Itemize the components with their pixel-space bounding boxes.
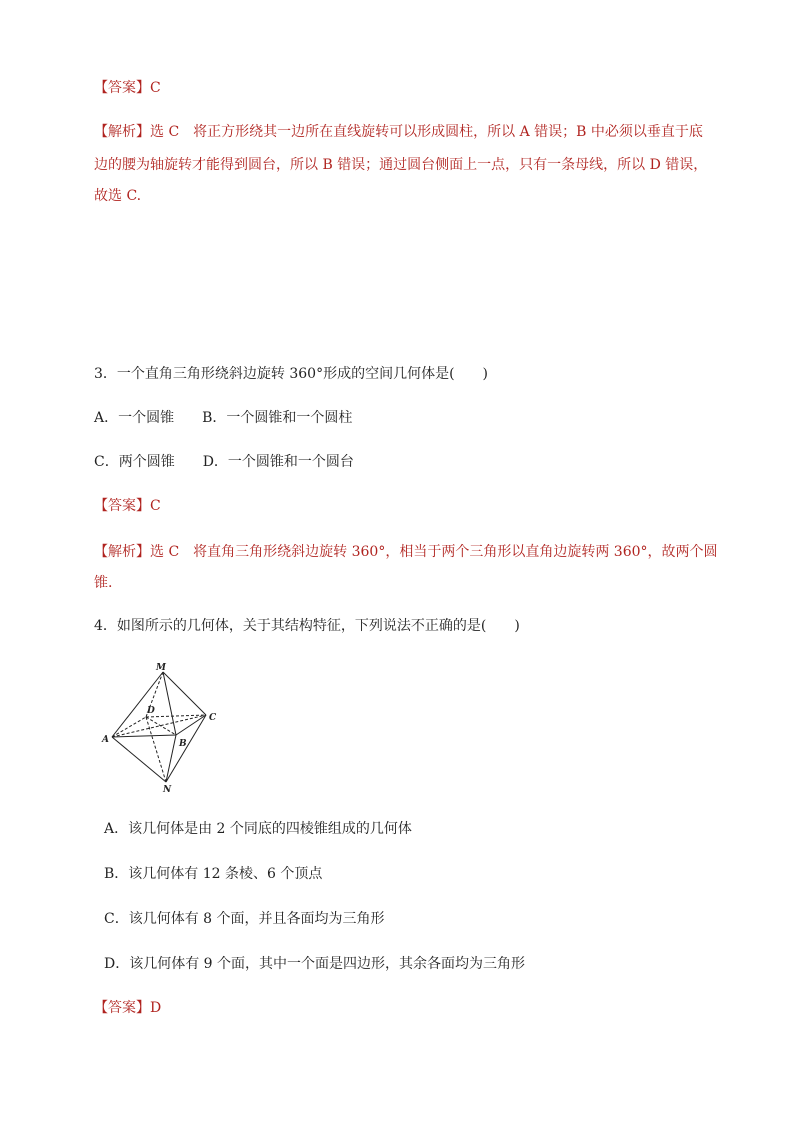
q3-stem: 3．一个直角三角形绕斜边旋转 360°形成的空间几何体是( ) [94,366,489,382]
q2-analysis-line-1 [94,122,703,142]
q3-answer [94,496,161,516]
edge-AD [112,717,146,737]
analysis-text: 选 C 将直角三角形绕斜边旋转 360°，相当于两个三角形以直角边旋转两 360°，故两个圆 [150,544,718,560]
q3-options-row-1: A．一个圆锥 B．一个圆锥和一个圆柱 [94,410,353,426]
q4-option-c: C．该几何体有 8 个面，并且各面均为三角形 [104,911,385,927]
answer-value: D [150,1000,162,1016]
label-M: M [156,663,166,673]
q4-option-d: D．该几何体有 9 个面，其中一个面是四边形，其余各面均为三角形 [104,956,526,972]
answer-tag: 【答案】 [94,498,150,514]
edge-NA [112,737,166,782]
q4-option-a: A．该几何体是由 2 个同底的四棱锥组成的几何体 [104,821,412,837]
edge-MB [163,672,176,735]
q4-stem: 4．如图所示的几何体，关于其结构特征，下列说法不正确的是( ) [94,618,520,634]
analysis-tag: 【解析】 [94,544,150,560]
q3-options-row-2: C．两个圆锥 D．一个圆锥和一个圆台 [94,454,354,470]
q3-analysis-line-2: 锥. [94,575,113,591]
q2-analysis-line-2: 边的腰为轴旋转才能得到圆台，所以 B 错误；通过圆台侧面上一点，只有一条母线，所以 D 错误， [94,157,708,173]
analysis-text: 选 C 将正方形绕其一边所在直线旋转可以形成圆柱，所以 A 错误；B 中必须以垂直于底 [150,124,703,140]
q3-analysis-line-1 [94,542,718,562]
edge-AB [112,735,176,737]
label-A: A [102,735,109,745]
label-N: N [163,785,172,795]
octahedron-figure [90,660,230,800]
label-B: B [179,739,187,749]
edge-MC [163,672,206,715]
answer-value: C [150,498,161,514]
answer-value: C [150,80,161,96]
q4-answer [94,998,161,1018]
label-C: C [209,713,217,723]
q2-answer [94,78,161,98]
answer-tag: 【答案】 [94,1000,150,1016]
edge-MA [112,672,163,737]
label-D: D [147,706,155,716]
analysis-tag: 【解析】 [94,124,150,140]
answer-tag: 【答案】 [94,80,150,96]
q2-analysis-line-3: 故选 C. [94,188,142,204]
q4-option-b: B．该几何体有 12 条棱、6 个顶点 [104,866,323,882]
edge-NB [166,735,176,782]
